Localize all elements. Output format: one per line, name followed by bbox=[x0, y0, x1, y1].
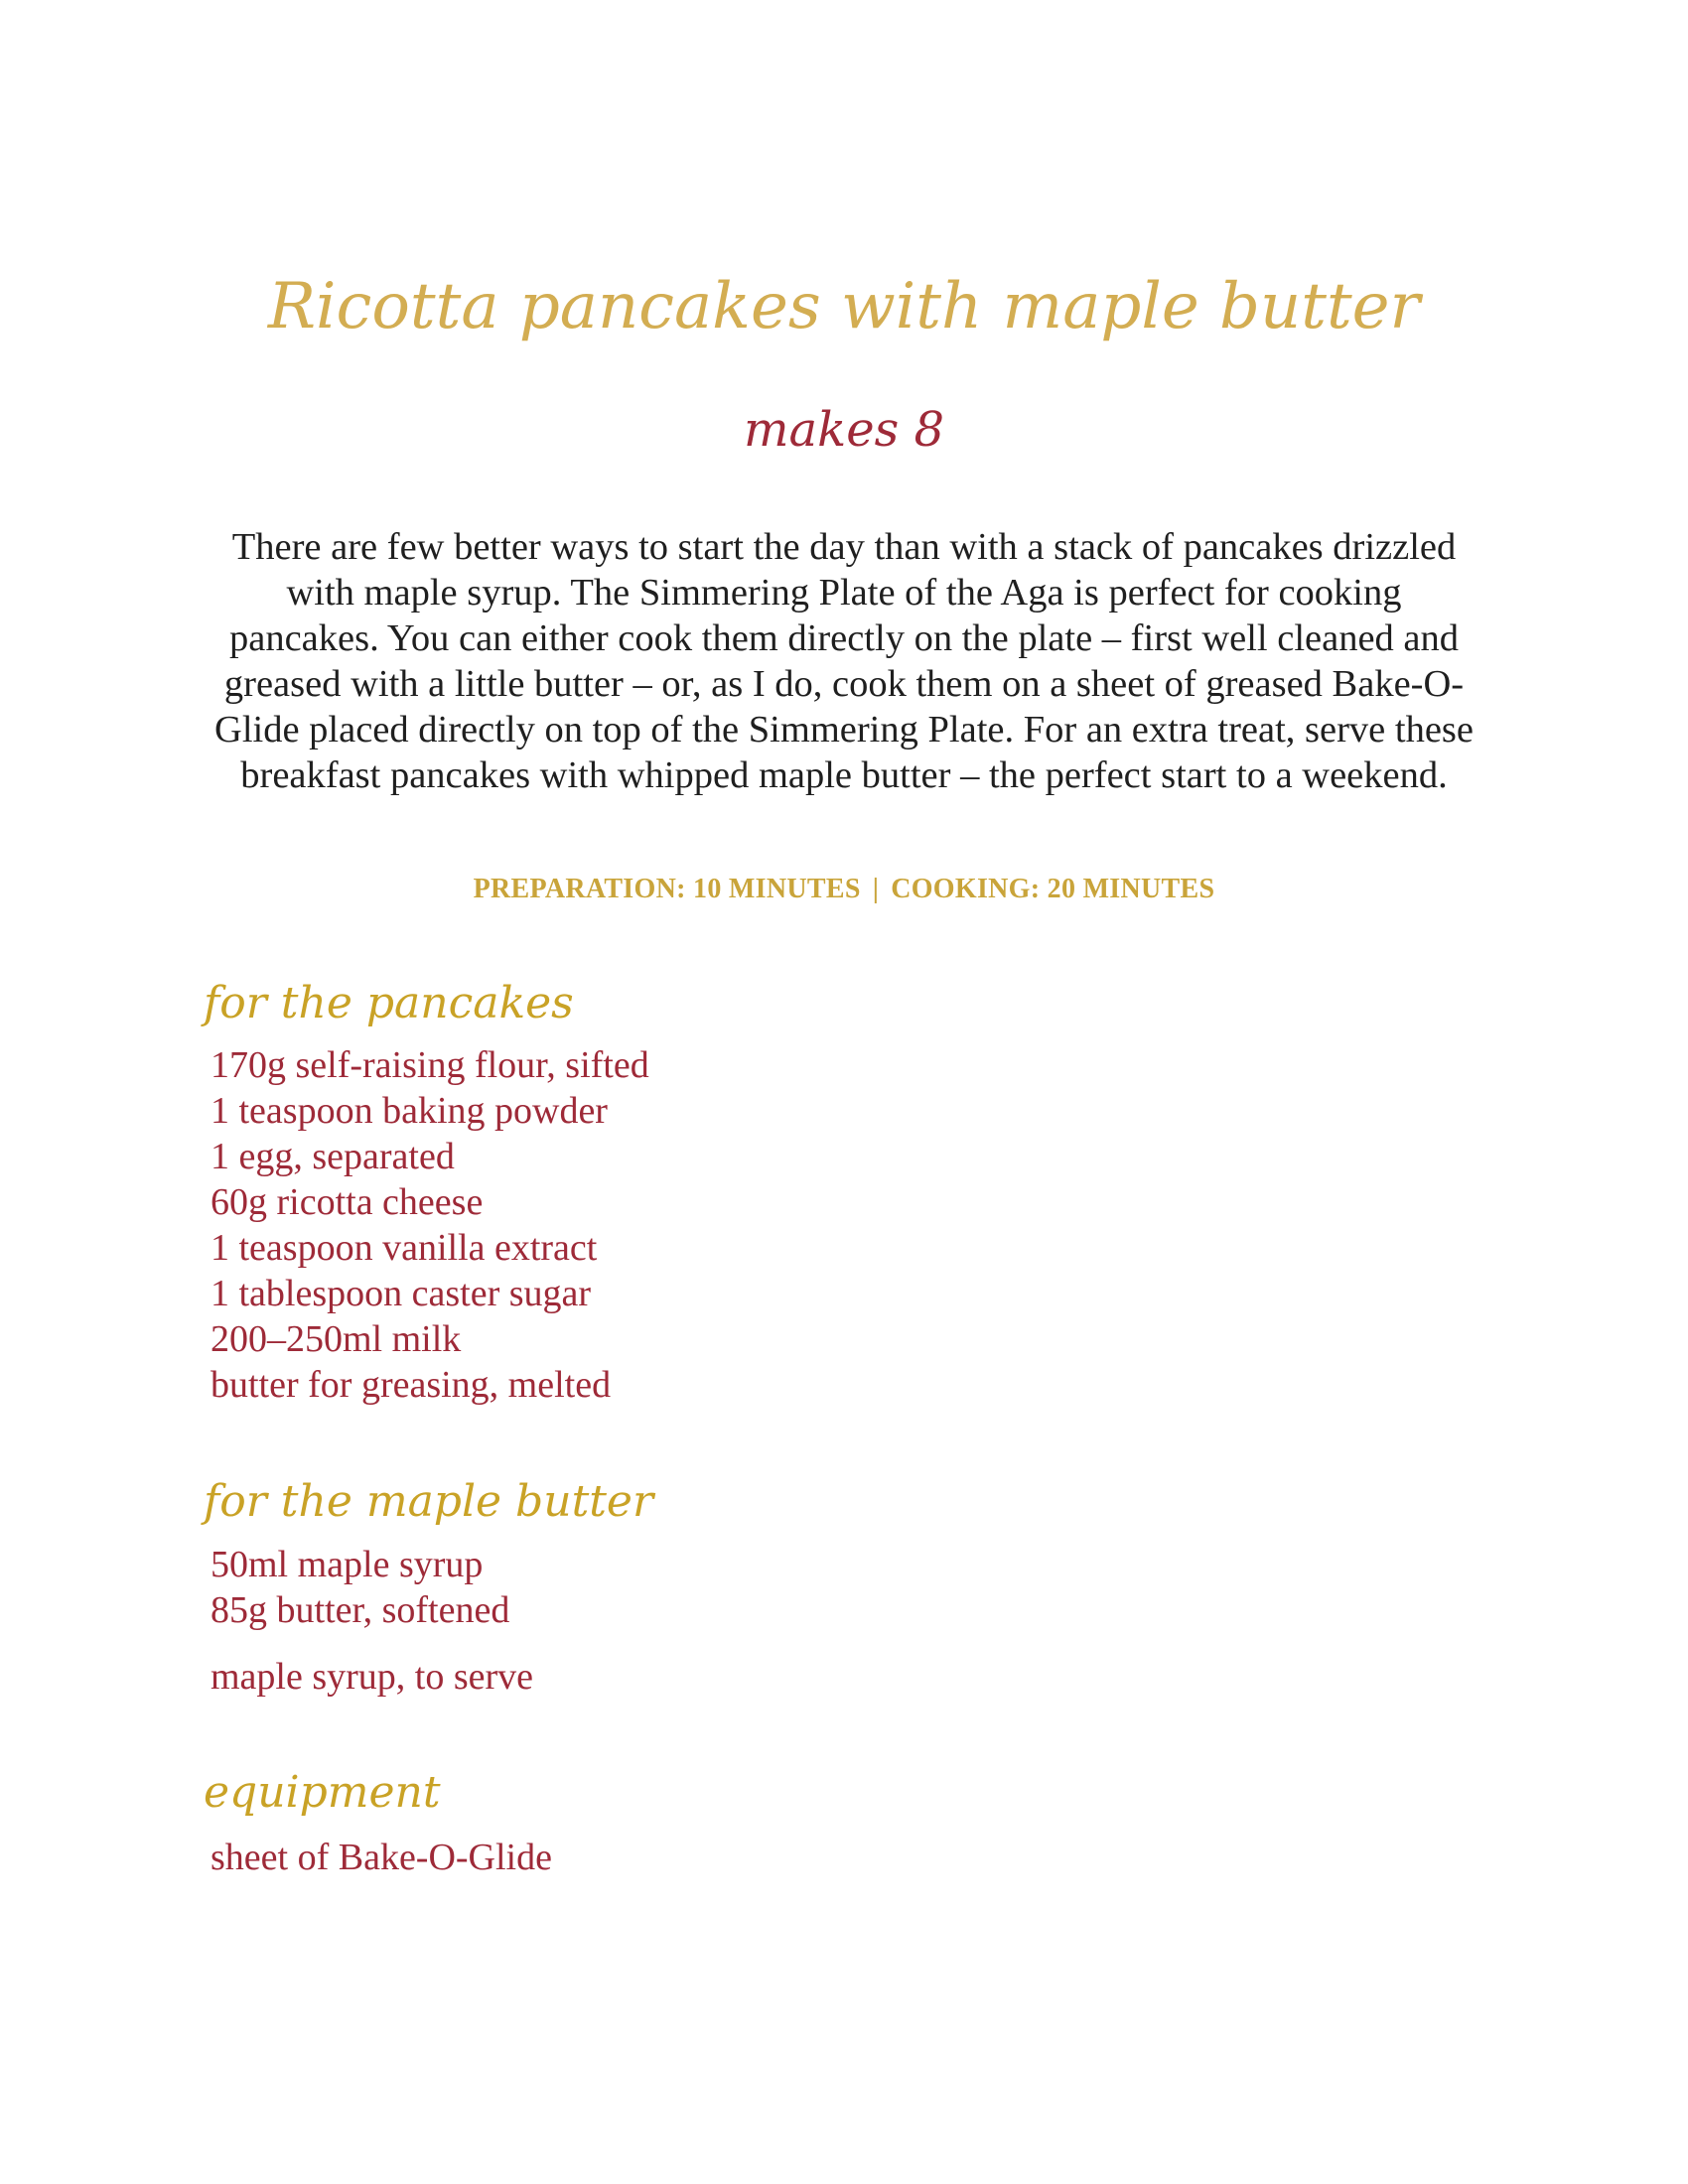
recipe-title: Ricotta pancakes with maple butter bbox=[267, 270, 1421, 343]
ingredient-item: 200–250ml milk bbox=[211, 1318, 462, 1360]
equipment-item: sheet of Bake-O-Glide bbox=[211, 1837, 552, 1878]
ingredient-item: 1 teaspoon vanilla extract bbox=[211, 1227, 598, 1269]
ingredient-item: 1 tablespoon caster sugar bbox=[211, 1273, 592, 1314]
ingredient-item: 170g self-raising flour, sifted bbox=[211, 1044, 649, 1086]
ingredient-item: 60g ricotta cheese bbox=[211, 1181, 484, 1223]
recipe-intro: There are few better ways to start the day than with a stack of pancakes drizzled with maple syrup. The Simmering Plate of the Aga is perfect for cooking pancakes. You can either cook them directly on the plate – first well cleaned and greased with a little butter – or, as I do, cook them on a sheet of greased Bake-O-Glide placed directly on top of the Simmering Plate. For an extra treat, serve these breakfast pancakes with whipped maple butter – the perfect start to a weekend. bbox=[214, 526, 1474, 796]
ingredient-item: 1 egg, separated bbox=[211, 1136, 455, 1177]
preparation-time: PREPARATION: 10 MINUTES bbox=[473, 874, 861, 904]
serving-note: maple syrup, to serve bbox=[211, 1656, 534, 1698]
timing-separator: | bbox=[872, 874, 880, 904]
maple-butter-ingredient-list bbox=[211, 1542, 509, 1633]
ingredient-item: 1 teaspoon baking powder bbox=[211, 1090, 608, 1132]
pancakes-heading: for the pancakes bbox=[204, 978, 574, 1028]
ingredient-item: 50ml maple syrup bbox=[211, 1544, 484, 1585]
cooking-time: COOKING: 20 MINUTES bbox=[891, 874, 1215, 904]
pancakes-ingredient-list bbox=[211, 1042, 649, 1408]
ingredient-item: 85g butter, softened bbox=[211, 1589, 510, 1631]
timing-line bbox=[0, 874, 1688, 905]
recipe-yield: makes 8 bbox=[743, 402, 945, 458]
ingredient-item: butter for greasing, melted bbox=[211, 1364, 612, 1406]
equipment-heading: equipment bbox=[204, 1767, 441, 1818]
maple-butter-heading: for the maple butter bbox=[204, 1476, 653, 1527]
